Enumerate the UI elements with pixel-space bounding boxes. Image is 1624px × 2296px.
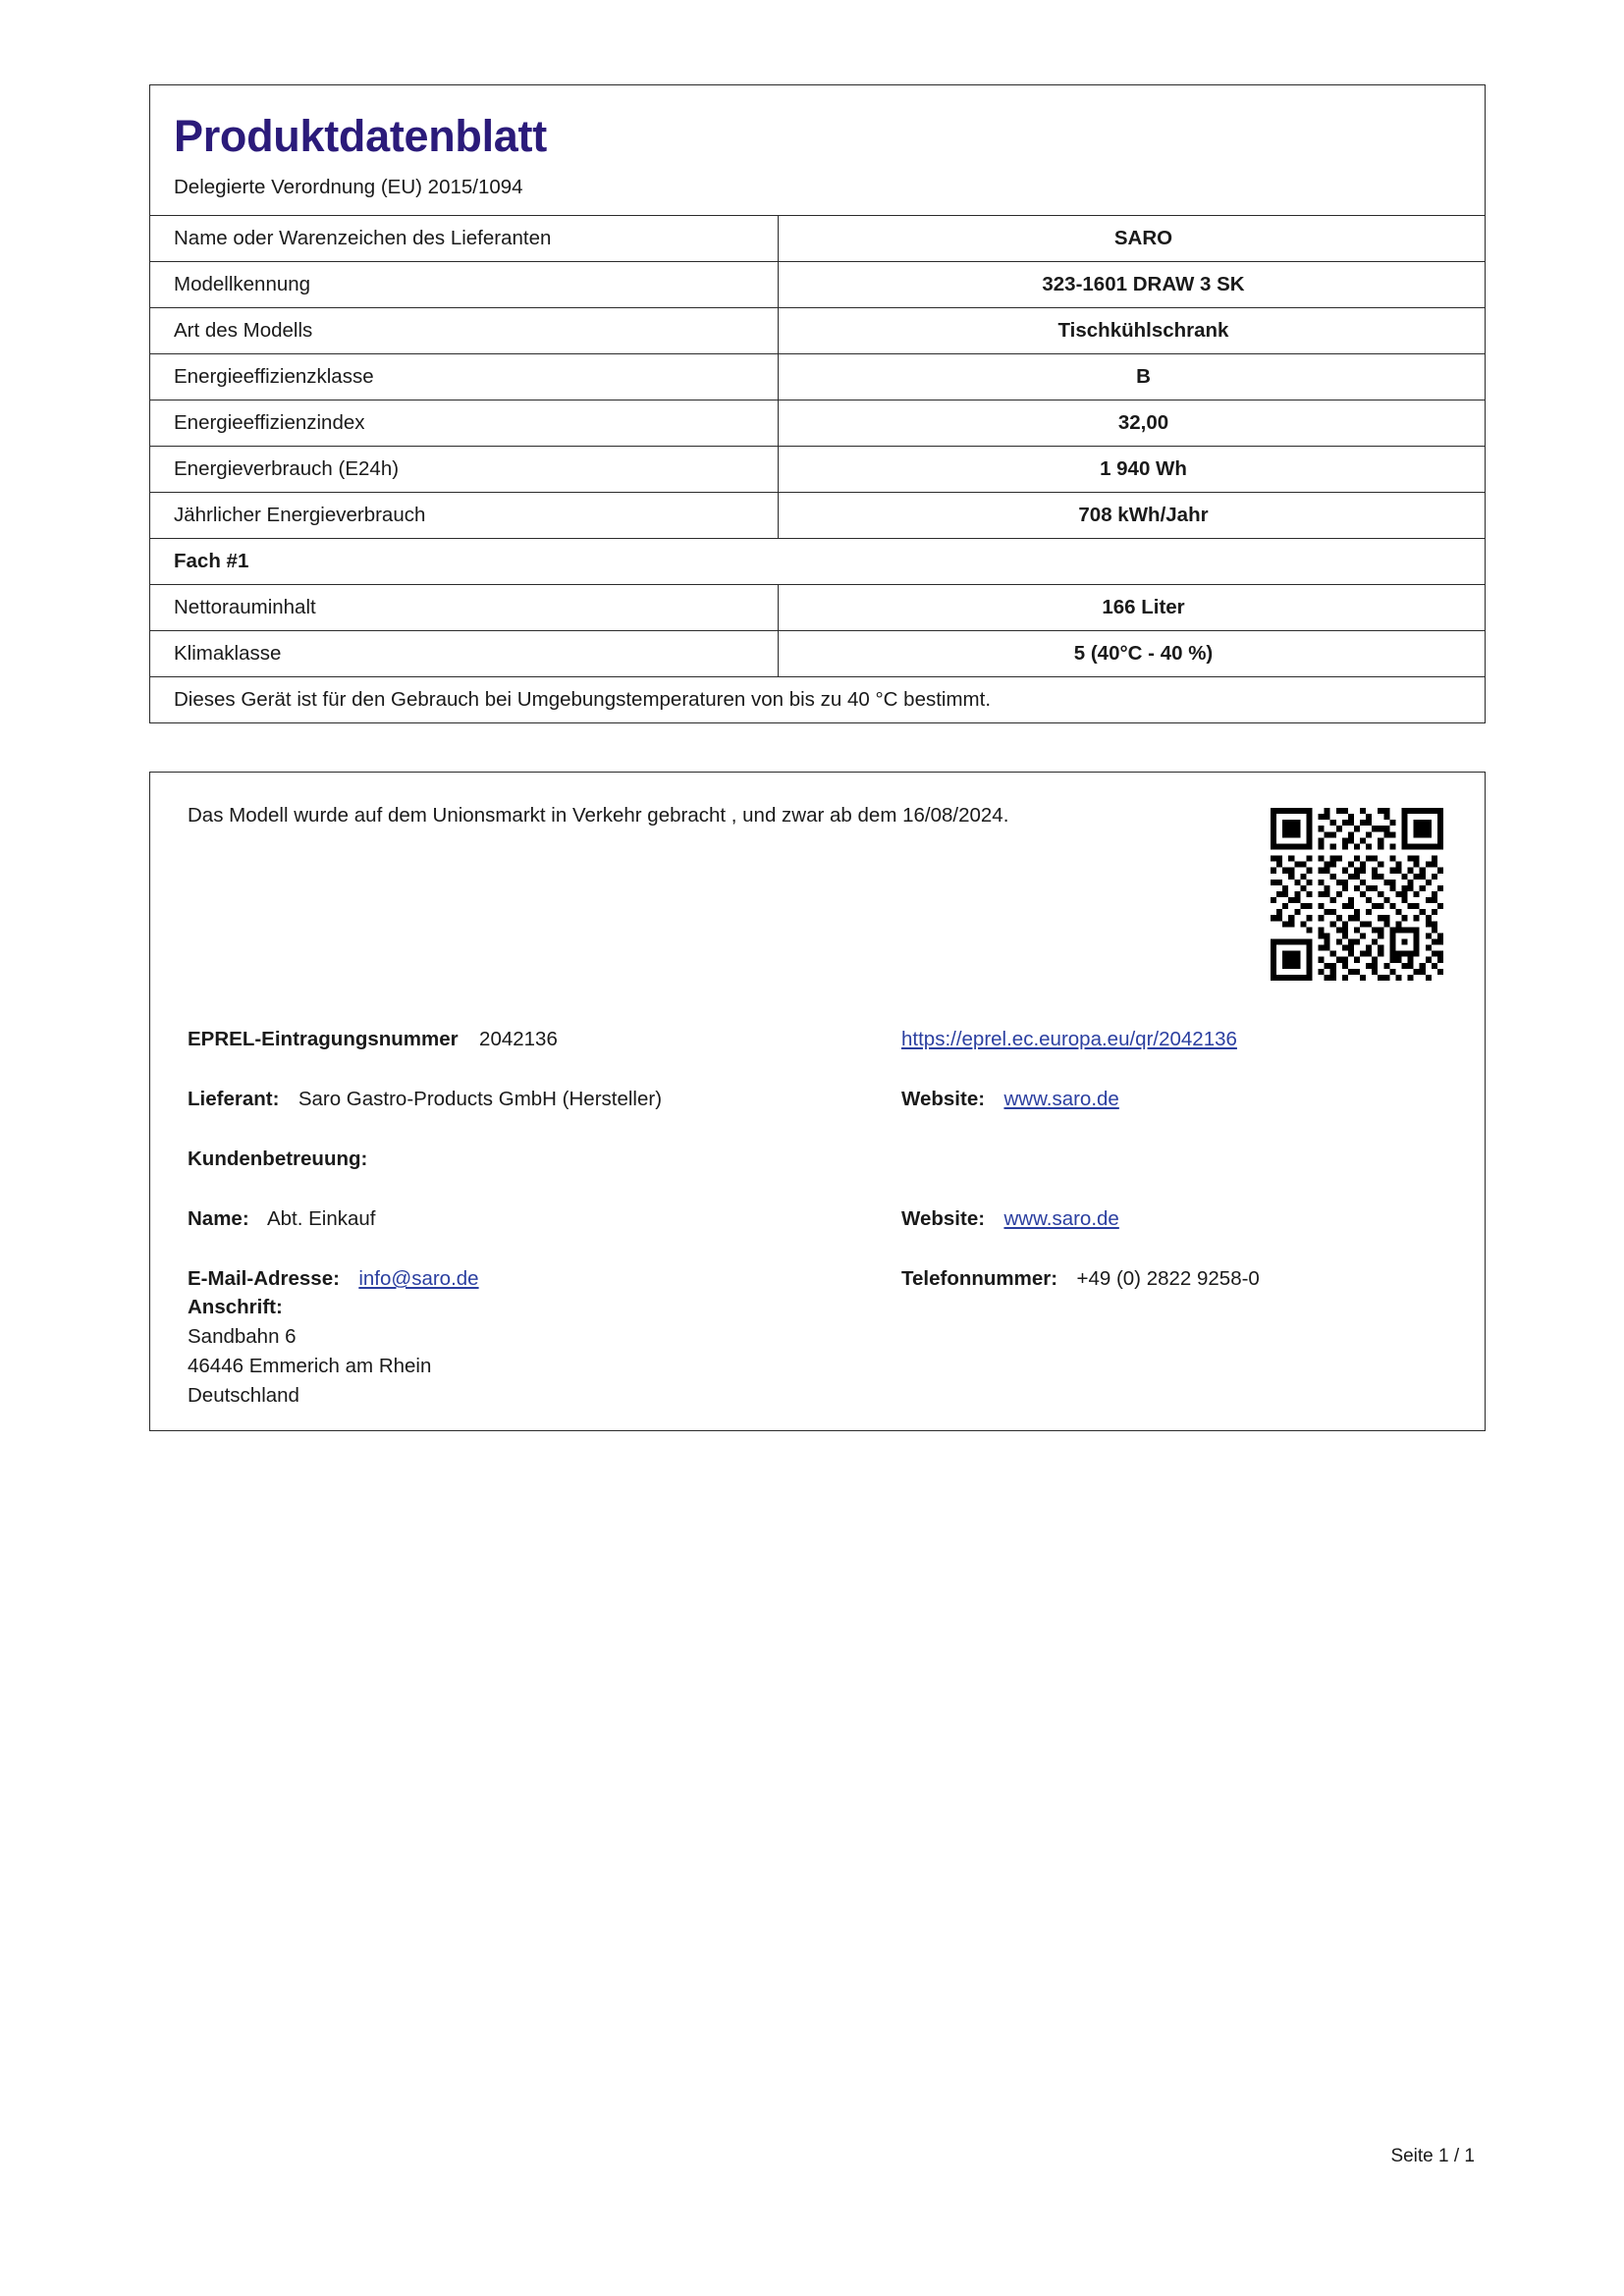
row-value: 166 Liter [779, 585, 1486, 631]
support-website-link[interactable]: www.saro.de [1003, 1207, 1119, 1230]
supplier-value: Saro Gastro-Products GmbH (Hersteller) [298, 1088, 663, 1110]
row-value: SARO [779, 216, 1486, 262]
page-title: Produktdatenblatt [174, 111, 547, 161]
row-value: 708 kWh/Jahr [779, 493, 1486, 539]
row-label: Energieverbrauch (E24h) [150, 447, 779, 493]
email-label: E-Mail-Adresse: [188, 1267, 340, 1290]
email-row [188, 1267, 479, 1291]
market-placement-line: Das Modell wurde auf dem Unionsmarkt in Verkehr gebracht , und zwar ab dem 16/08/2024. [188, 804, 1009, 827]
address-heading: Anschrift: [188, 1296, 283, 1318]
regulation-subtitle: Delegierte Verordnung (EU) 2015/1094 [174, 176, 523, 198]
eprel-url-link[interactable]: https://eprel.ec.europa.eu/qr/2042136 [901, 1028, 1237, 1050]
table-row [150, 585, 1485, 631]
table-row [150, 447, 1485, 493]
row-value: B [779, 354, 1486, 400]
page-footer: Seite 1 / 1 [1390, 2146, 1475, 2166]
row-label: Modellkennung [150, 262, 779, 308]
row-value: Tischkühlschrank [779, 308, 1486, 354]
customer-support-heading [188, 1148, 367, 1171]
eprel-url-link-wrap [901, 1028, 1237, 1051]
address-line-2: 46446 Emmerich am Rhein [188, 1354, 432, 1377]
table-section-row [150, 539, 1485, 585]
phone-label: Telefonnummer: [901, 1267, 1058, 1290]
eprel-value: 2042136 [479, 1028, 558, 1050]
ambient-temperature-note: Dieses Gerät ist für den Gebrauch bei Umgebungstemperaturen von bis zu 40 °C bestimmt. [150, 677, 1485, 723]
product-datasheet-box [149, 84, 1486, 723]
row-label: Art des Modells [150, 308, 779, 354]
table-row [150, 216, 1485, 262]
support-name-row [188, 1207, 376, 1231]
row-value: 1 940 Wh [779, 447, 1486, 493]
row-label: Energieeffizienzindex [150, 400, 779, 447]
table-row [150, 631, 1485, 677]
customer-support-heading-text: Kundenbetreuung: [188, 1148, 368, 1170]
address-line-3: Deutschland [188, 1383, 299, 1407]
support-website-row [901, 1207, 1119, 1231]
eprel-registration [188, 1028, 558, 1051]
supplier-website-label: Website: [901, 1088, 986, 1110]
row-label: Jährlicher Energieverbrauch [150, 493, 779, 539]
qr-code-icon [1271, 808, 1443, 981]
row-value: 323-1601 DRAW 3 SK [779, 262, 1486, 308]
row-value: 32,00 [779, 400, 1486, 447]
phone-row [901, 1267, 1260, 1291]
row-label: Name oder Warenzeichen des Lieferanten [150, 216, 779, 262]
row-value: 5 (40°C - 40 %) [779, 631, 1486, 677]
table-row [150, 354, 1485, 400]
supplier-website-link[interactable]: www.saro.de [1003, 1088, 1119, 1110]
specification-table [150, 215, 1485, 722]
address-line-1: Sandbahn 6 [188, 1324, 297, 1348]
email-link[interactable]: info@saro.de [358, 1267, 479, 1290]
address-block [188, 1293, 431, 1411]
table-row [150, 262, 1485, 308]
support-website-label: Website: [901, 1207, 986, 1230]
section-label: Fach #1 [150, 539, 1485, 585]
eprel-label: EPREL-Eintragungsnummer [188, 1028, 459, 1050]
phone-value: +49 (0) 2822 9258-0 [1076, 1267, 1260, 1290]
row-label: Klimaklasse [150, 631, 779, 677]
support-name-value: Abt. Einkauf [266, 1207, 376, 1230]
supplier-website-row [901, 1088, 1119, 1111]
table-row [150, 308, 1485, 354]
supplier-info-box [149, 772, 1486, 1431]
supplier-row [188, 1088, 662, 1111]
row-label: Nettorauminhalt [150, 585, 779, 631]
support-name-label: Name: [188, 1207, 249, 1230]
supplier-label: Lieferant: [188, 1088, 280, 1110]
table-row [150, 400, 1485, 447]
row-label: Energieeffizienzklasse [150, 354, 779, 400]
table-note-row [150, 677, 1485, 723]
table-row [150, 493, 1485, 539]
